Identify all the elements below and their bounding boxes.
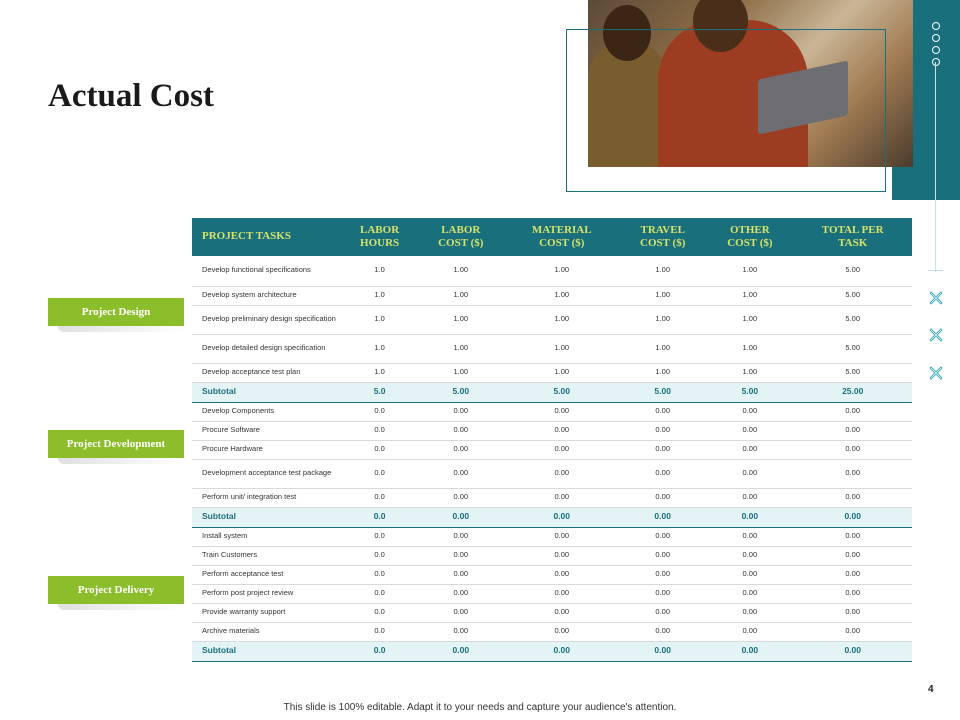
table-row [192, 305, 912, 334]
cost-cell: 0.00 [504, 507, 619, 527]
table-row [192, 603, 912, 622]
cost-cell: 5.00 [504, 382, 619, 402]
cost-cell: 0.0 [342, 565, 417, 584]
cost-cell: 1.00 [504, 334, 619, 363]
cost-cell: 1.00 [619, 286, 706, 305]
cost-cell: 1.00 [504, 363, 619, 382]
cost-cell: 0.00 [619, 546, 706, 565]
table-row [192, 459, 912, 488]
cost-cell: 0.00 [619, 622, 706, 641]
phase-label-design: Project Design [48, 298, 184, 326]
table-row [192, 546, 912, 565]
cost-cell: 0.00 [793, 641, 912, 661]
circle-icon [932, 22, 940, 30]
subtotal-label: Subtotal [192, 641, 342, 661]
cost-cell: 1.00 [706, 286, 793, 305]
cost-cell: 0.00 [706, 402, 793, 421]
cost-cell: 25.00 [793, 382, 912, 402]
cost-cell: 1.00 [504, 305, 619, 334]
footer-note: This slide is 100% editable. Adapt it to your needs and capture your audience's attention. [283, 702, 677, 713]
task-name: Perform unit/ integration test [192, 488, 342, 507]
cost-cell: 0.0 [342, 527, 417, 546]
phase-label-development: Project Development [48, 430, 184, 458]
header-other-cost: OTHER COST ($) [706, 218, 793, 256]
cost-cell: 0.00 [417, 622, 504, 641]
cost-table [192, 218, 912, 662]
cost-cell: 1.00 [619, 256, 706, 286]
cost-cell: 0.0 [342, 459, 417, 488]
cost-cell: 0.00 [706, 584, 793, 603]
cost-cell: 0.00 [504, 402, 619, 421]
cost-cell: 0.00 [793, 459, 912, 488]
cost-cell: 5.00 [793, 305, 912, 334]
subtotal-row [192, 507, 912, 527]
cost-cell: 0.00 [619, 565, 706, 584]
cost-cell: 0.00 [706, 622, 793, 641]
cost-cell: 1.00 [417, 256, 504, 286]
cost-cell: 0.00 [793, 440, 912, 459]
circle-icon [932, 58, 940, 66]
decor-vertical-line [935, 62, 936, 272]
cost-cell: 0.00 [504, 440, 619, 459]
cross-icon [929, 291, 943, 305]
cross-icon [929, 366, 943, 380]
cost-cell: 0.00 [793, 421, 912, 440]
task-name: Develop detailed design specification [192, 334, 342, 363]
cost-cell: 0.00 [417, 402, 504, 421]
task-name: Development acceptance test package [192, 459, 342, 488]
header-labor-hours: LABOR HOURS [342, 218, 417, 256]
header-project-tasks: PROJECT TASKS [192, 218, 342, 256]
phase-shadow [58, 604, 184, 610]
table-header-row [192, 218, 912, 256]
cost-cell: 1.0 [342, 363, 417, 382]
cost-cell: 0.00 [793, 527, 912, 546]
page-number: 4 [928, 684, 934, 695]
subtotal-row [192, 641, 912, 661]
cost-cell: 5.00 [793, 256, 912, 286]
cost-cell: 0.00 [793, 507, 912, 527]
circle-icon [932, 46, 940, 54]
cost-cell: 0.00 [504, 459, 619, 488]
cost-cell: 0.00 [504, 421, 619, 440]
circle-icon [932, 34, 940, 42]
table-row [192, 440, 912, 459]
cost-cell: 0.00 [417, 565, 504, 584]
cost-cell: 1.00 [706, 334, 793, 363]
table-row [192, 584, 912, 603]
cost-cell: 0.00 [619, 421, 706, 440]
cost-cell: 0.00 [706, 603, 793, 622]
cost-cell: 0.0 [342, 440, 417, 459]
cost-cell: 1.00 [619, 305, 706, 334]
task-name: Develop preliminary design specification [192, 305, 342, 334]
cost-cell: 0.00 [619, 507, 706, 527]
cost-cell: 0.00 [619, 440, 706, 459]
cost-cell: 1.0 [342, 286, 417, 305]
cost-cell: 0.0 [342, 622, 417, 641]
cost-cell: 1.00 [504, 286, 619, 305]
subtotal-label: Subtotal [192, 382, 342, 402]
cost-cell: 0.00 [706, 527, 793, 546]
cost-cell: 0.0 [342, 421, 417, 440]
cost-cell: 0.00 [793, 546, 912, 565]
cost-cell: 0.0 [342, 641, 417, 661]
task-name: Develop system architecture [192, 286, 342, 305]
task-name: Develop acceptance test plan [192, 363, 342, 382]
photo-frame [566, 29, 886, 192]
task-name: Develop functional specifications [192, 256, 342, 286]
header-total-per-task: TOTAL PER TASK [793, 218, 912, 256]
cost-cell: 1.00 [619, 363, 706, 382]
cost-cell: 0.0 [342, 546, 417, 565]
slide-title: Actual Cost [48, 78, 214, 114]
cost-cell: 0.00 [504, 488, 619, 507]
cost-cell: 0.00 [504, 527, 619, 546]
cost-cell: 1.00 [417, 334, 504, 363]
cost-cell: 0.0 [342, 402, 417, 421]
cost-cell: 0.00 [417, 488, 504, 507]
cost-cell: 0.00 [619, 641, 706, 661]
cost-cell: 5.00 [706, 382, 793, 402]
cost-cell: 1.0 [342, 305, 417, 334]
cost-cell: 5.00 [793, 286, 912, 305]
cost-cell: 1.00 [417, 363, 504, 382]
cost-cell: 0.00 [417, 459, 504, 488]
decor-line-tick [928, 270, 943, 271]
cost-cell: 0.00 [504, 584, 619, 603]
task-name: Install system [192, 527, 342, 546]
cost-cell: 1.00 [417, 286, 504, 305]
cost-cell: 0.00 [706, 546, 793, 565]
cost-cell: 0.00 [706, 565, 793, 584]
cost-cell: 5.00 [619, 382, 706, 402]
cost-cell: 0.00 [417, 507, 504, 527]
cost-cell: 0.0 [342, 603, 417, 622]
cost-cell: 0.00 [504, 565, 619, 584]
table-row [192, 334, 912, 363]
phase-label-delivery: Project Delivery [48, 576, 184, 604]
cost-cell: 0.00 [793, 488, 912, 507]
cost-cell: 0.00 [793, 584, 912, 603]
header-travel-cost: TRAVEL COST ($) [619, 218, 706, 256]
table-row [192, 488, 912, 507]
cost-cell: 0.00 [793, 603, 912, 622]
task-name: Archive materials [192, 622, 342, 641]
table-row [192, 527, 912, 546]
cost-cell: 5.0 [342, 382, 417, 402]
table-row [192, 286, 912, 305]
cost-cell: 1.00 [619, 334, 706, 363]
cost-cell: 5.00 [793, 334, 912, 363]
cost-cell: 0.00 [619, 402, 706, 421]
cost-cell: 0.0 [342, 488, 417, 507]
cost-cell: 0.00 [619, 488, 706, 507]
cost-cell: 0.00 [417, 440, 504, 459]
cost-cell: 0.00 [504, 546, 619, 565]
cost-cell: 0.00 [417, 421, 504, 440]
cost-cell: 1.00 [706, 363, 793, 382]
cost-cell: 1.00 [706, 256, 793, 286]
cost-cell: 5.00 [793, 363, 912, 382]
cost-cell: 1.00 [504, 256, 619, 286]
cost-cell: 0.00 [417, 603, 504, 622]
table-row [192, 402, 912, 421]
cost-cell: 0.0 [342, 507, 417, 527]
cost-cell: 0.00 [619, 527, 706, 546]
table-row [192, 363, 912, 382]
cost-cell: 5.00 [417, 382, 504, 402]
cross-icon [929, 328, 943, 342]
task-name: Procure Software [192, 421, 342, 440]
header-labor-cost: LABOR COST ($) [417, 218, 504, 256]
cost-cell: 0.00 [504, 603, 619, 622]
cost-cell: 0.0 [342, 584, 417, 603]
cost-cell: 0.00 [417, 546, 504, 565]
cost-cell: 1.00 [706, 305, 793, 334]
table-row [192, 256, 912, 286]
cost-cell: 1.0 [342, 256, 417, 286]
subtotal-label: Subtotal [192, 507, 342, 527]
cost-cell: 0.00 [793, 402, 912, 421]
cost-cell: 0.00 [706, 440, 793, 459]
cost-cell: 0.00 [793, 565, 912, 584]
header-material-cost: MATERIAL COST ($) [504, 218, 619, 256]
cost-cell: 0.00 [417, 641, 504, 661]
cost-cell: 0.00 [793, 622, 912, 641]
phase-shadow [58, 458, 184, 464]
phase-shadow [58, 326, 184, 332]
cost-cell: 0.00 [619, 603, 706, 622]
task-name: Perform acceptance test [192, 565, 342, 584]
cost-cell: 0.00 [504, 641, 619, 661]
cost-cell: 0.00 [706, 641, 793, 661]
cost-cell: 0.00 [619, 459, 706, 488]
cost-cell: 0.00 [417, 584, 504, 603]
cost-cell: 1.00 [417, 305, 504, 334]
task-name: Develop Components [192, 402, 342, 421]
table-row [192, 622, 912, 641]
subtotal-row [192, 382, 912, 402]
cost-cell: 0.00 [706, 421, 793, 440]
task-name: Provide warranty support [192, 603, 342, 622]
cost-cell: 0.00 [706, 507, 793, 527]
task-name: Perform post project review [192, 584, 342, 603]
table-row [192, 565, 912, 584]
cost-cell: 0.00 [706, 459, 793, 488]
cost-cell: 1.0 [342, 334, 417, 363]
cost-cell: 0.00 [619, 584, 706, 603]
cost-cell: 0.00 [706, 488, 793, 507]
cost-cell: 0.00 [417, 527, 504, 546]
cost-cell: 0.00 [504, 622, 619, 641]
task-name: Train Customers [192, 546, 342, 565]
task-name: Procure Hardware [192, 440, 342, 459]
table-row [192, 421, 912, 440]
